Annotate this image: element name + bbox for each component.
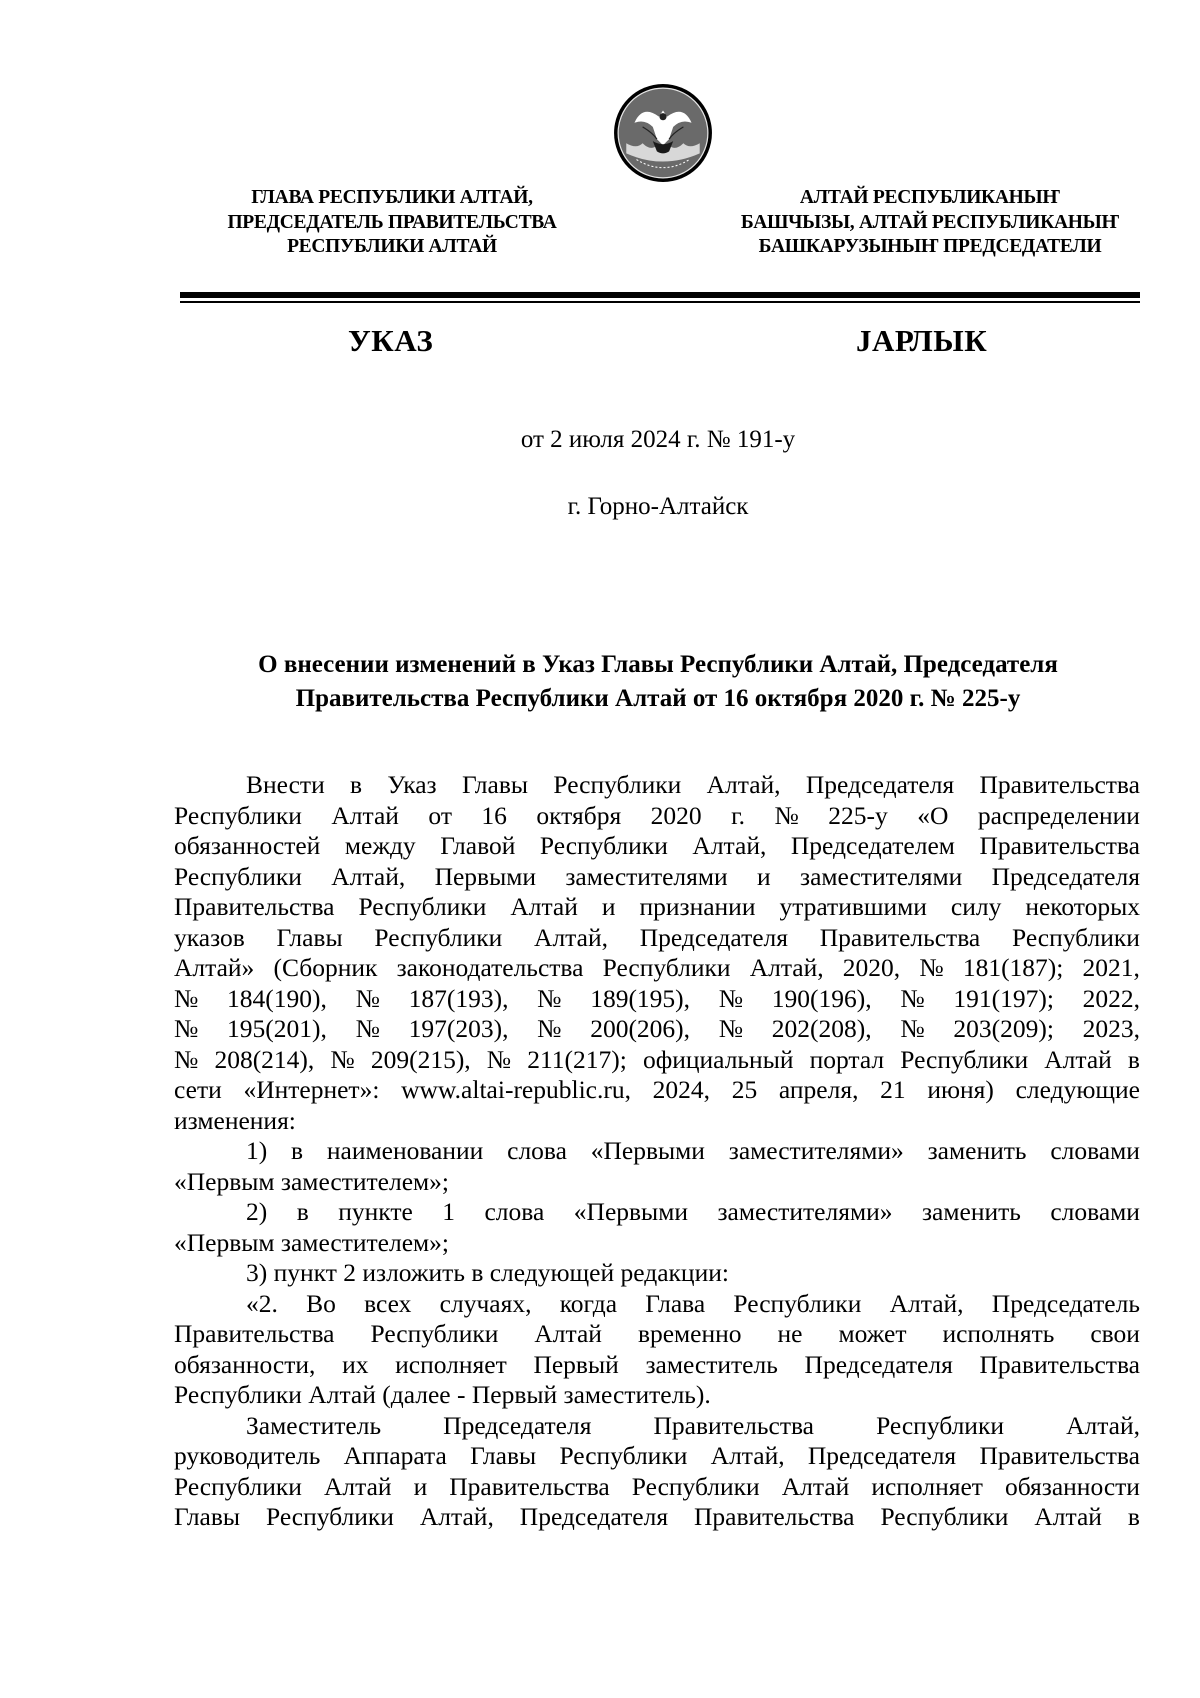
body-line: Республики Алтай (далее - Первый заместитель). bbox=[174, 1380, 711, 1409]
doc-type-altai: ЈАРЛЫК bbox=[856, 323, 988, 358]
body-line: «Первым заместителем»; bbox=[174, 1227, 449, 1257]
header-left-line: ГЛАВА РЕСПУБЛИКИ АЛТАЙ, bbox=[251, 187, 533, 208]
body-line: 1) в наименовании слова «Первыми заместителями» заменить словами bbox=[246, 1136, 1140, 1165]
body-line: Внести в Указ Главы Республики Алтай, Председателя Правительства bbox=[246, 770, 1140, 799]
header-right-block bbox=[720, 186, 1140, 260]
body-line: «Первым заместителем»; bbox=[174, 1166, 449, 1196]
body-line: Заместитель Председателя Правительства Республики Алтай, bbox=[246, 1410, 1140, 1440]
body-line: № 208(214), № 209(215), № 211(217); официальный портал Республики Алтай в bbox=[174, 1044, 1140, 1074]
body-line: № 184(190), № 187(193), № 189(195), № 190(196), № 191(197); 2022, bbox=[174, 983, 1140, 1013]
doc-type-russian: УКАЗ bbox=[348, 323, 434, 358]
decree-date-number: от 2 июля 2024 г. № 191-у bbox=[520, 426, 796, 453]
body-line: обязанности, их исполняет Первый заместитель Председателя Правительства bbox=[174, 1349, 1140, 1379]
header-left-line: РЕСПУБЛИКИ АЛТАЙ bbox=[287, 236, 497, 257]
body-line: обязанностей между Главой Республики Алтай, Председателем Правительства bbox=[174, 831, 1140, 860]
paragraph-item-2 bbox=[174, 1197, 1140, 1258]
body-line: изменения: bbox=[174, 1105, 296, 1135]
paragraph-item-1 bbox=[174, 1136, 1140, 1197]
body-line: Правительства Республики Алтай и признании утратившими силу некоторых bbox=[174, 892, 1140, 921]
body-line: руководитель Аппарата Главы Республики Алтай, Председателя Правительства bbox=[174, 1441, 1140, 1470]
body-line: Республики Алтай, Первыми заместителями и заместителями Председателя bbox=[174, 861, 1140, 891]
body-line: 2) в пункте 1 слова «Первыми заместителями» заменить словами bbox=[246, 1197, 1140, 1226]
paragraph-quote-2 bbox=[174, 1411, 1140, 1533]
decree-city: г. Горно-Алтайск bbox=[567, 493, 749, 520]
body-line: 3) пункт 2 изложить в следующей редакции: bbox=[246, 1258, 729, 1287]
header-right-line: БАШКАРУЗЫНЫҤ ПРЕДСЕДАТЕЛИ bbox=[758, 236, 1102, 257]
body-line: Республики Алтай от 16 октября 2020 г. № 225-у «О распределении bbox=[174, 800, 1140, 830]
body-line: «2. Во всех случаях, когда Глава Республики Алтай, Председатель bbox=[246, 1288, 1140, 1318]
header-divider-thin bbox=[180, 301, 1140, 303]
paragraph-main bbox=[174, 770, 1140, 1136]
title-line: Правительства Республики Алтай от 16 октября 2020 г. № 225-у bbox=[295, 685, 1021, 712]
coat-of-arms-emblem-icon bbox=[612, 82, 714, 184]
body-line: Правительства Республики Алтай временно не может исполнять свои bbox=[174, 1319, 1140, 1348]
header-right-line: АЛТАЙ РЕСПУБЛИКАНЫҤ bbox=[799, 187, 1061, 208]
paragraph-quote-1 bbox=[174, 1289, 1140, 1411]
header-left-line: ПРЕДСЕДАТЕЛЬ ПРАВИТЕЛЬСТВА bbox=[227, 211, 557, 233]
header-left-block bbox=[182, 186, 602, 260]
body-line: № 195(201), № 197(203), № 200(206), № 202(208), № 203(209); 2023, bbox=[174, 1014, 1140, 1043]
body-line: Алтай» (Сборник законодательства Республики Алтай, 2020, № 181(187); 2021, bbox=[174, 953, 1140, 982]
decree-title bbox=[0, 648, 1200, 716]
header-divider-thick bbox=[180, 292, 1140, 298]
body-line: Главы Республики Алтай, Председателя Правительства Республики Алтай в bbox=[174, 1502, 1140, 1531]
body-line: сети «Интернет»: www.altai-republic.ru, 2024, 25 апреля, 21 июня) следующие bbox=[174, 1075, 1140, 1104]
body-line: Республики Алтай и Правительства Республики Алтай исполняет обязанности bbox=[174, 1471, 1140, 1501]
body-line: указов Главы Республики Алтай, Председателя Правительства Республики bbox=[174, 922, 1140, 952]
decree-body bbox=[174, 770, 1140, 1533]
header-right-line: БАШЧЫЗЫ, АЛТАЙ РЕСПУБЛИКАНЫҤ bbox=[740, 211, 1120, 233]
title-line: О внесении изменений в Указ Главы Республики Алтай, Председателя bbox=[258, 651, 1058, 678]
paragraph-item-3 bbox=[174, 1258, 1140, 1289]
